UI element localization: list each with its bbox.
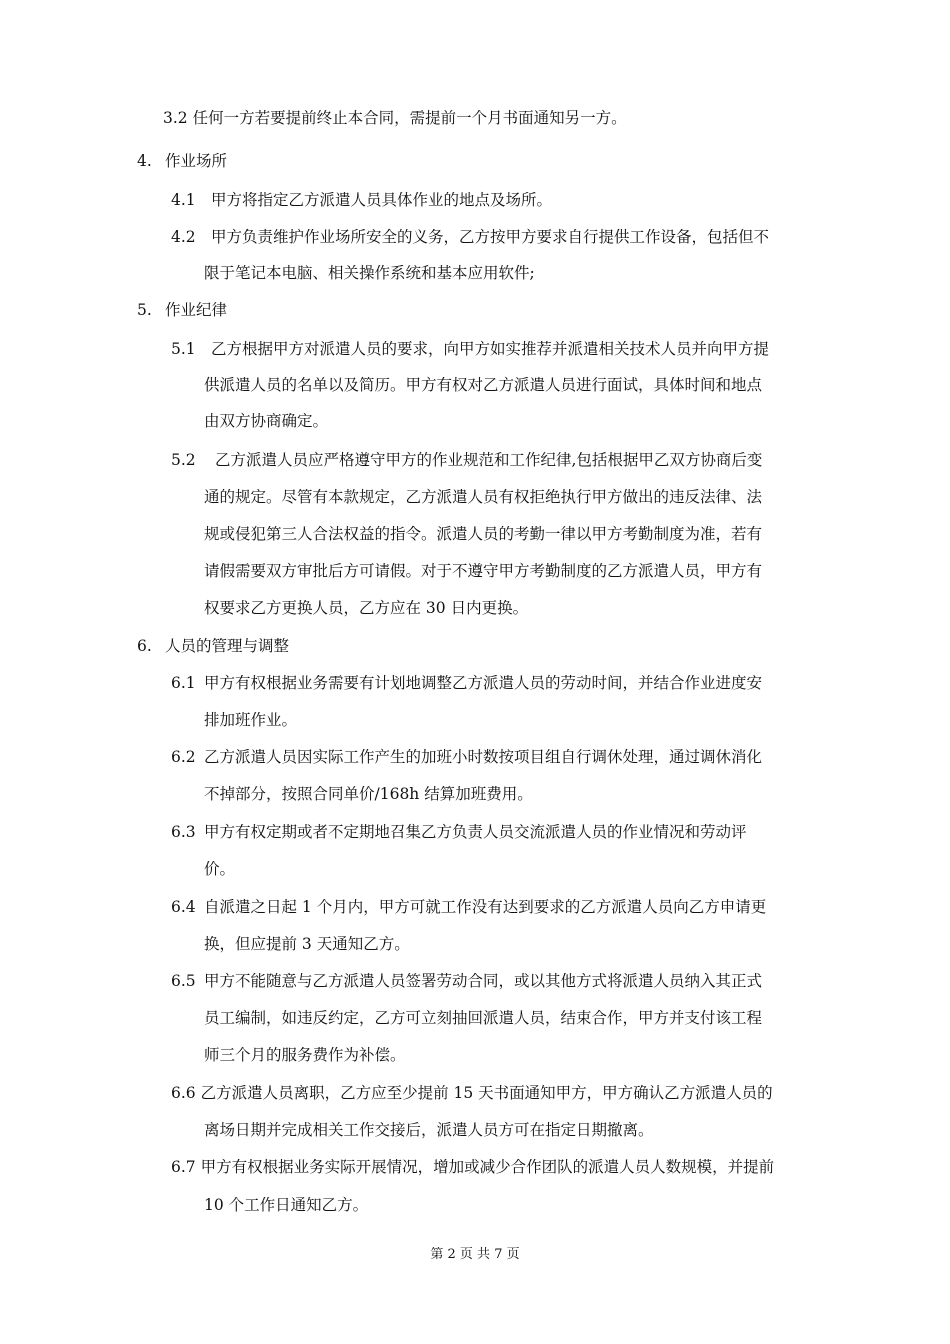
page-footer: 第 2 页 共 7 页 — [430, 1247, 520, 1262]
clause-6-5-cont: 员工编制，如违反约定，乙方可立刻抽回派遣人员，结束合作，甲方并支付该工程 — [204, 1009, 763, 1027]
section-6-heading — [137, 636, 289, 656]
clause-5-1 — [171, 339, 769, 359]
clause-6-1 — [171, 673, 762, 693]
section-title: 作业场所 — [165, 152, 228, 170]
clause-6-3 — [171, 822, 747, 842]
clause-5-2-cont: 通的规定。尽管有本款规定，乙方派遣人员有权拒绝执行甲方做出的违反法律、法 — [204, 488, 763, 506]
clause-number: 4.2 — [171, 228, 196, 246]
clause-5-1-cont: 由双方协商确定。 — [204, 412, 329, 430]
section-4-heading — [137, 151, 227, 171]
clause-5-2 — [171, 450, 762, 470]
clause-5-2-cont: 规或侵犯第三人合法权益的指令。派遣人员的考勤一律以甲方考勤制度为准，若有 — [204, 525, 763, 543]
clause-text: 甲方负责维护作业场所安全的义务，乙方按甲方要求自行提供工作设备，包括但不 — [211, 228, 770, 246]
clause-number: 6.1 — [171, 674, 196, 692]
clause-5-2-cont: 权要求乙方更换人员，乙方应在 30 日内更换。 — [204, 599, 529, 617]
section-number: 4. — [137, 152, 152, 170]
clause-6-4 — [171, 897, 766, 917]
clause-text: 甲方不能随意与乙方派遣人员签署劳动合同，或以其他方式将派遣人员纳入其正式 — [204, 972, 763, 990]
clause-4-2-cont: 限于笔记本电脑、相关操作系统和基本应用软件; — [204, 264, 535, 282]
section-title: 人员的管理与调整 — [165, 637, 290, 655]
clause-number: 6.3 — [171, 823, 196, 841]
clause-number: 6.5 — [171, 972, 196, 990]
section-5-heading — [137, 300, 227, 320]
clause-6-6: 6.6 乙方派遣人员离职，乙方应至少提前 15 天书面通知甲方，甲方确认乙方派遣人员的 — [171, 1084, 773, 1102]
clause-6-7: 6.7 甲方有权根据业务实际开展情况，增加或减少合作团队的派遣人员人数规模，并提前 — [171, 1158, 775, 1176]
clause-text: 自派遣之日起 1 个月内，甲方可就工作没有达到要求的乙方派遣人员向乙方申请更 — [204, 898, 767, 916]
clause-6-5 — [171, 971, 762, 991]
clause-6-5-cont: 师三个月的服务费作为补偿。 — [204, 1046, 406, 1064]
clause-number: 4.1 — [171, 191, 196, 209]
clause-4-1 — [171, 190, 552, 210]
section-title: 作业纪律 — [165, 301, 228, 319]
clause-number: 6.4 — [171, 898, 196, 916]
clause-text: 乙方根据甲方对派遣人员的要求，向甲方如实推荐并派遣相关技术人员并向甲方提 — [211, 340, 770, 358]
clause-3-2: 3.2 任何一方若要提前终止本合同，需提前一个月书面通知另一方。 — [163, 109, 627, 127]
clause-number: 5.2 — [171, 451, 196, 469]
clause-text: 甲方将指定乙方派遣人员具体作业的地点及场所。 — [211, 191, 553, 209]
clause-text: 乙方派遣人员因实际工作产生的加班小时数按项目组自行调休处理，通过调休消化 — [204, 748, 763, 766]
clause-5-2-cont: 请假需要双方审批后方可请假。对于不遵守甲方考勤制度的乙方派遣人员，甲方有 — [204, 562, 763, 580]
clause-6-3-cont: 价。 — [204, 860, 236, 878]
clause-6-4-cont: 换，但应提前 3 天通知乙方。 — [204, 935, 410, 953]
clause-6-2-cont: 不掉部分，按照合同单价/168h 结算加班费用。 — [204, 785, 533, 803]
clause-6-2 — [171, 747, 762, 767]
section-number: 5. — [137, 301, 152, 319]
section-number: 6. — [137, 637, 152, 655]
clause-6-7-cont: 10 个工作日通知乙方。 — [204, 1196, 369, 1214]
clause-4-2 — [171, 227, 769, 247]
clause-text: 甲方有权定期或者不定期地召集乙方负责人员交流派遣人员的作业情况和劳动评 — [204, 823, 747, 841]
clause-5-1-cont: 供派遣人员的名单以及简历。甲方有权对乙方派遣人员进行面试，具体时间和地点 — [204, 376, 763, 394]
clause-6-6-cont: 离场日期并完成相关工作交接后，派遣人员方可在指定日期撤离。 — [204, 1121, 654, 1139]
clause-number: 6.2 — [171, 748, 196, 766]
clause-number: 5.1 — [171, 340, 196, 358]
clause-text: 乙方派遣人员应严格遵守甲方的作业规范和工作纪律,包括根据甲乙双方协商后变 — [215, 451, 763, 469]
clause-6-1-cont: 排加班作业。 — [204, 711, 298, 729]
clause-text: 甲方有权根据业务需要有计划地调整乙方派遣人员的劳动时间，并结合作业进度安 — [204, 674, 763, 692]
